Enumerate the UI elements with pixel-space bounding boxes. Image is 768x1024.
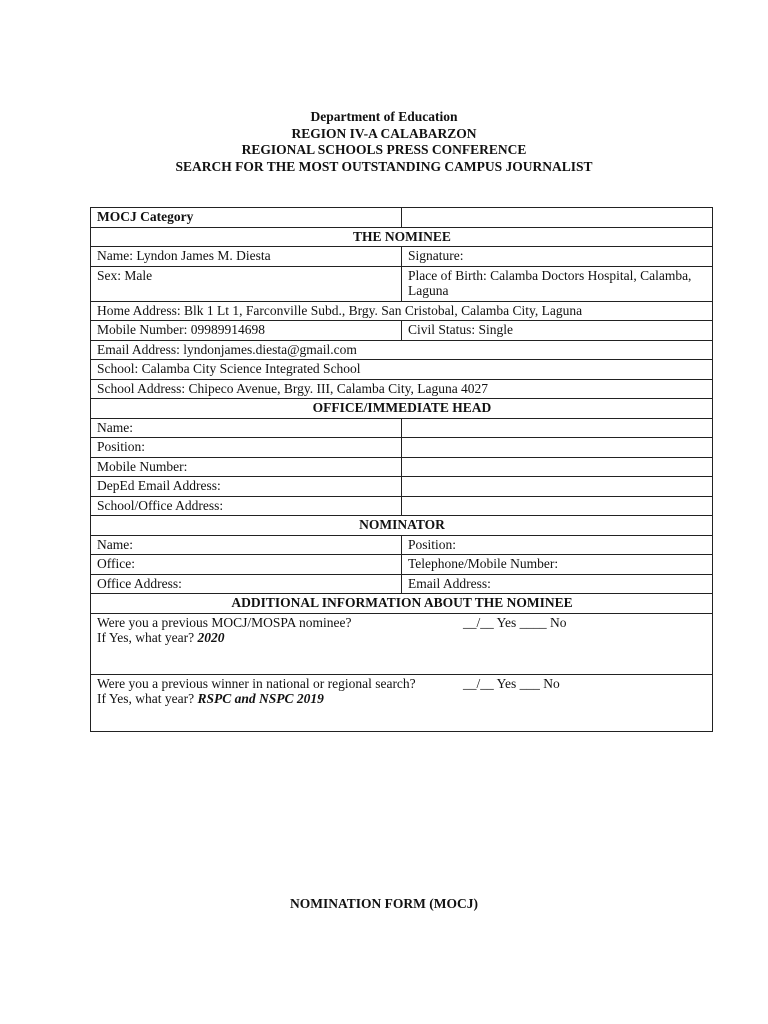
- previous-nominee-year-label: If Yes, what year?: [97, 630, 195, 645]
- head-position-label: Position:: [91, 438, 402, 458]
- nominator-name-field[interactable]: Name:: [91, 535, 402, 555]
- nominee-home-address-field[interactable]: Home Address: Blk 1 Lt 1, Farconville Subd., Brgy. San Cristobal, Calamba City, Laguna: [91, 301, 713, 321]
- header-region: REGION IV-A CALABARZON: [291, 125, 477, 141]
- additional-section-heading: ADDITIONAL INFORMATION ABOUT THE NOMINEE: [91, 594, 713, 614]
- head-position-field[interactable]: [402, 438, 713, 458]
- previous-winner-question-text: Were you a previous winner in national or regional search?: [97, 675, 416, 691]
- previous-winner-answer[interactable]: __/__ Yes ___ No: [463, 675, 560, 691]
- head-section-heading: OFFICE/IMMEDIATE HEAD: [91, 399, 713, 419]
- nominee-civil-status-field[interactable]: Civil Status: Single: [402, 321, 713, 341]
- head-email-field[interactable]: [402, 477, 713, 497]
- previous-nominee-year-line: [97, 630, 707, 646]
- nominator-office-field[interactable]: Office:: [91, 555, 402, 575]
- document-header: [0, 109, 768, 175]
- previous-winner-question[interactable]: [91, 674, 713, 731]
- previous-nominee-question-text: Were you a previous MOCJ/MOSPA nominee?: [97, 614, 352, 630]
- nominee-school-address-field[interactable]: School Address: Chipeco Avenue, Brgy. III, Calamba City, Laguna 4027: [91, 379, 713, 399]
- nominee-school-field[interactable]: School: Calamba City Science Integrated School: [91, 360, 713, 380]
- head-address-label: School/Office Address:: [91, 496, 402, 516]
- nominator-position-field[interactable]: Position:: [402, 535, 713, 555]
- previous-nominee-year-value: 2020: [197, 630, 225, 645]
- nominator-office-address-field[interactable]: Office Address:: [91, 574, 402, 594]
- form-footer-title: NOMINATION FORM (MOCJ): [290, 896, 478, 911]
- head-name-field[interactable]: [402, 418, 713, 438]
- head-name-label: Name:: [91, 418, 402, 438]
- category-label: MOCJ Category: [91, 208, 402, 228]
- nominator-phone-field[interactable]: Telephone/Mobile Number:: [402, 555, 713, 575]
- nominee-mobile-field[interactable]: Mobile Number: 09989914698: [91, 321, 402, 341]
- nominator-email-field[interactable]: Email Address:: [402, 574, 713, 594]
- nominee-sex-field[interactable]: Sex: Male: [91, 266, 402, 301]
- nominee-birthplace-field[interactable]: Place of Birth: Calamba Doctors Hospital, Calamba, Laguna: [402, 266, 713, 301]
- head-email-label: DepEd Email Address:: [91, 477, 402, 497]
- previous-winner-year-label: If Yes, what year?: [97, 691, 195, 706]
- previous-winner-year-line: [97, 691, 707, 707]
- previous-nominee-answer[interactable]: __/__ Yes ____ No: [463, 614, 567, 630]
- head-mobile-label: Mobile Number:: [91, 457, 402, 477]
- previous-nominee-question[interactable]: [91, 613, 713, 674]
- category-row: [91, 208, 713, 228]
- nominee-signature-field[interactable]: Signature:: [402, 247, 713, 267]
- nominator-section-heading: NOMINATOR: [91, 516, 713, 536]
- header-search-title: SEARCH FOR THE MOST OUTSTANDING CAMPUS JOURNALIST: [175, 158, 593, 174]
- nominee-email-field[interactable]: Email Address: lyndonjames.diesta@gmail.com: [91, 340, 713, 360]
- header-conference: REGIONAL SCHOOLS PRESS CONFERENCE: [241, 142, 527, 157]
- previous-winner-year-value: RSPC and NSPC 2019: [197, 691, 324, 706]
- nominee-name-field[interactable]: Name: Lyndon James M. Diesta: [91, 247, 402, 267]
- header-department: Department of Education: [310, 109, 458, 124]
- head-address-field[interactable]: [402, 496, 713, 516]
- nomination-form-table: [90, 207, 713, 732]
- category-value-field[interactable]: [402, 208, 713, 228]
- nominee-section-heading: THE NOMINEE: [91, 227, 713, 247]
- head-mobile-field[interactable]: [402, 457, 713, 477]
